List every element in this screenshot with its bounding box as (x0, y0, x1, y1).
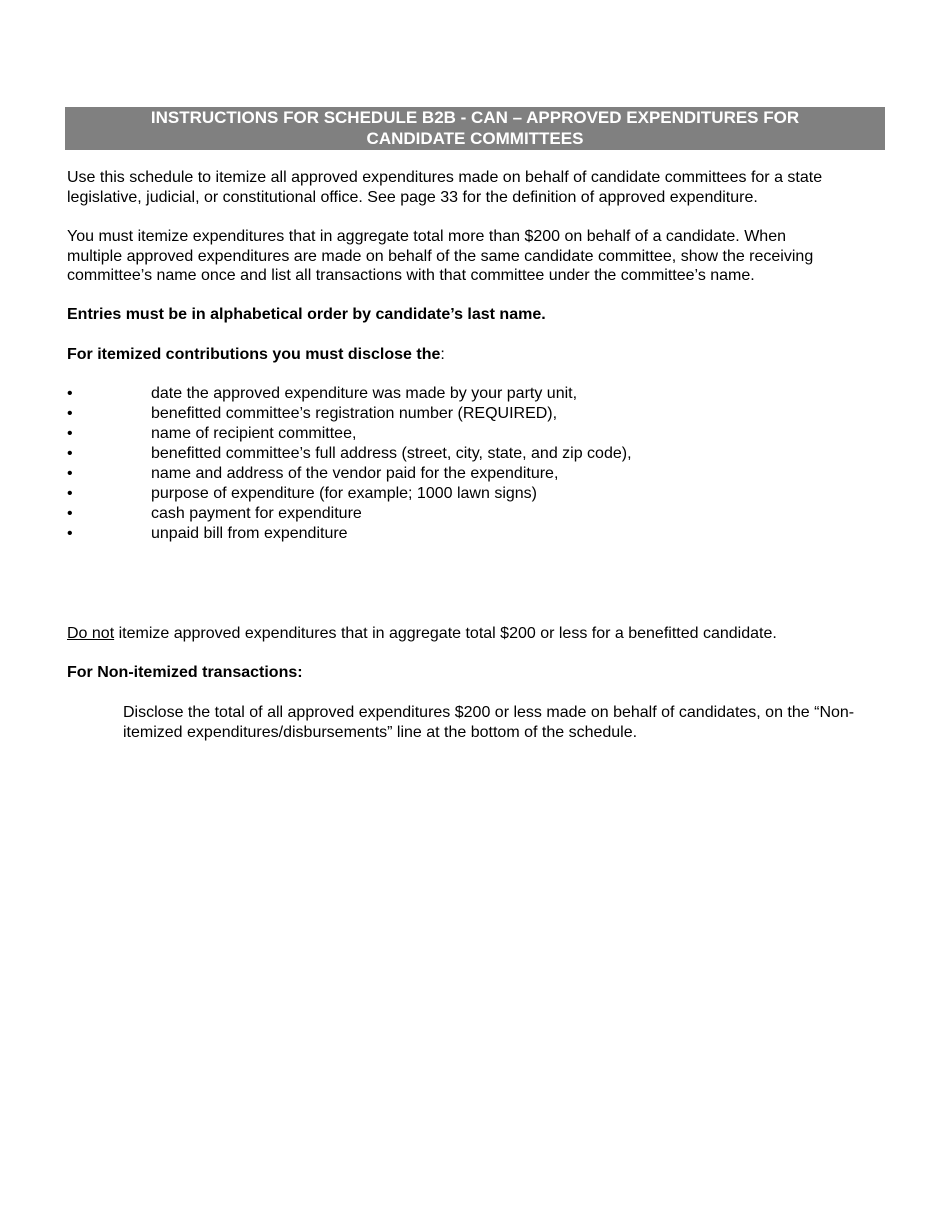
bullet-icon: • (67, 445, 73, 462)
intro-line-1: Use this schedule to itemize all approved expenditures made on behalf of candidate committees for a state (67, 169, 823, 186)
list-item-text: cash payment for expenditure (151, 505, 362, 522)
bullet-icon: • (67, 525, 73, 542)
bullet-icon: • (67, 405, 73, 422)
bullet-icon: • (67, 465, 73, 482)
list-item (67, 404, 887, 424)
bullet-icon: • (67, 505, 73, 522)
list-item (67, 464, 887, 484)
do-not-itemize-paragraph (67, 624, 887, 644)
list-item-text: unpaid bill from expenditure (151, 525, 348, 542)
do-not-emphasis: Do not (67, 625, 115, 642)
list-item-text: date the approved expenditure was made by your party unit, (151, 385, 578, 402)
list-item (67, 524, 887, 544)
list-item (67, 384, 887, 404)
list-item (67, 444, 887, 464)
do-not-text: itemize approved expenditures that in aggregate total $200 or less for a benefitted candidate. (114, 625, 777, 642)
aggregate-line-3: committee’s name once and list all transactions with that committee under the committee’s name. (67, 267, 755, 284)
aggregate-line-2: multiple approved expenditures are made on behalf of the same candidate committee, show the receiving (67, 247, 814, 265)
intro-line-2: legislative, judicial, or constitutional office. See page 33 for the definition of approved expenditure. (67, 188, 758, 206)
non-itemized-heading: For Non-itemized transactions: (67, 664, 303, 681)
disclosure-requirements-list (67, 384, 887, 544)
disclose-heading-text: For itemized contributions you must disclose the (67, 346, 441, 363)
list-item-text: name of recipient committee, (151, 425, 357, 442)
list-item (67, 424, 887, 444)
list-item (67, 484, 887, 504)
section-title-line-2: CANDIDATE COMMITTEES (366, 129, 584, 148)
list-item-text: purpose of expenditure (for example; 1000 lawn signs) (151, 485, 537, 502)
non-itemized-line-1: Disclose the total of all approved expenditures $200 or less made on behalf of candidates, on the “Non- (123, 704, 855, 721)
list-item (67, 504, 887, 524)
alphabetical-order-note: Entries must be in alphabetical order by candidate’s last name. (67, 306, 546, 323)
aggregate-paragraph (67, 227, 887, 286)
aggregate-line-1: You must itemize expenditures that in aggregate total more than $200 on behalf of a candidate. When (67, 228, 786, 245)
bullet-icon: • (67, 485, 73, 502)
non-itemized-line-2: itemized expenditures/disbursements” line at the bottom of the schedule. (123, 723, 638, 741)
section-header-bar (65, 107, 885, 150)
disclose-heading-colon: : (440, 346, 445, 363)
list-item-text: benefitted committee’s full address (street, city, state, and zip code), (151, 445, 632, 462)
list-item-text: name and address of the vendor paid for the expenditure, (151, 465, 559, 482)
section-title-line-1: INSTRUCTIONS FOR SCHEDULE B2B - CAN – APPROVED EXPENDITURES FOR (150, 108, 800, 127)
list-item-text: benefitted committee’s registration number (REQUIRED), (151, 405, 558, 422)
bullet-icon: • (67, 425, 73, 442)
non-itemized-paragraph (123, 703, 887, 742)
disclose-heading (67, 345, 887, 365)
intro-paragraph (67, 168, 887, 207)
bullet-icon: • (67, 385, 73, 402)
